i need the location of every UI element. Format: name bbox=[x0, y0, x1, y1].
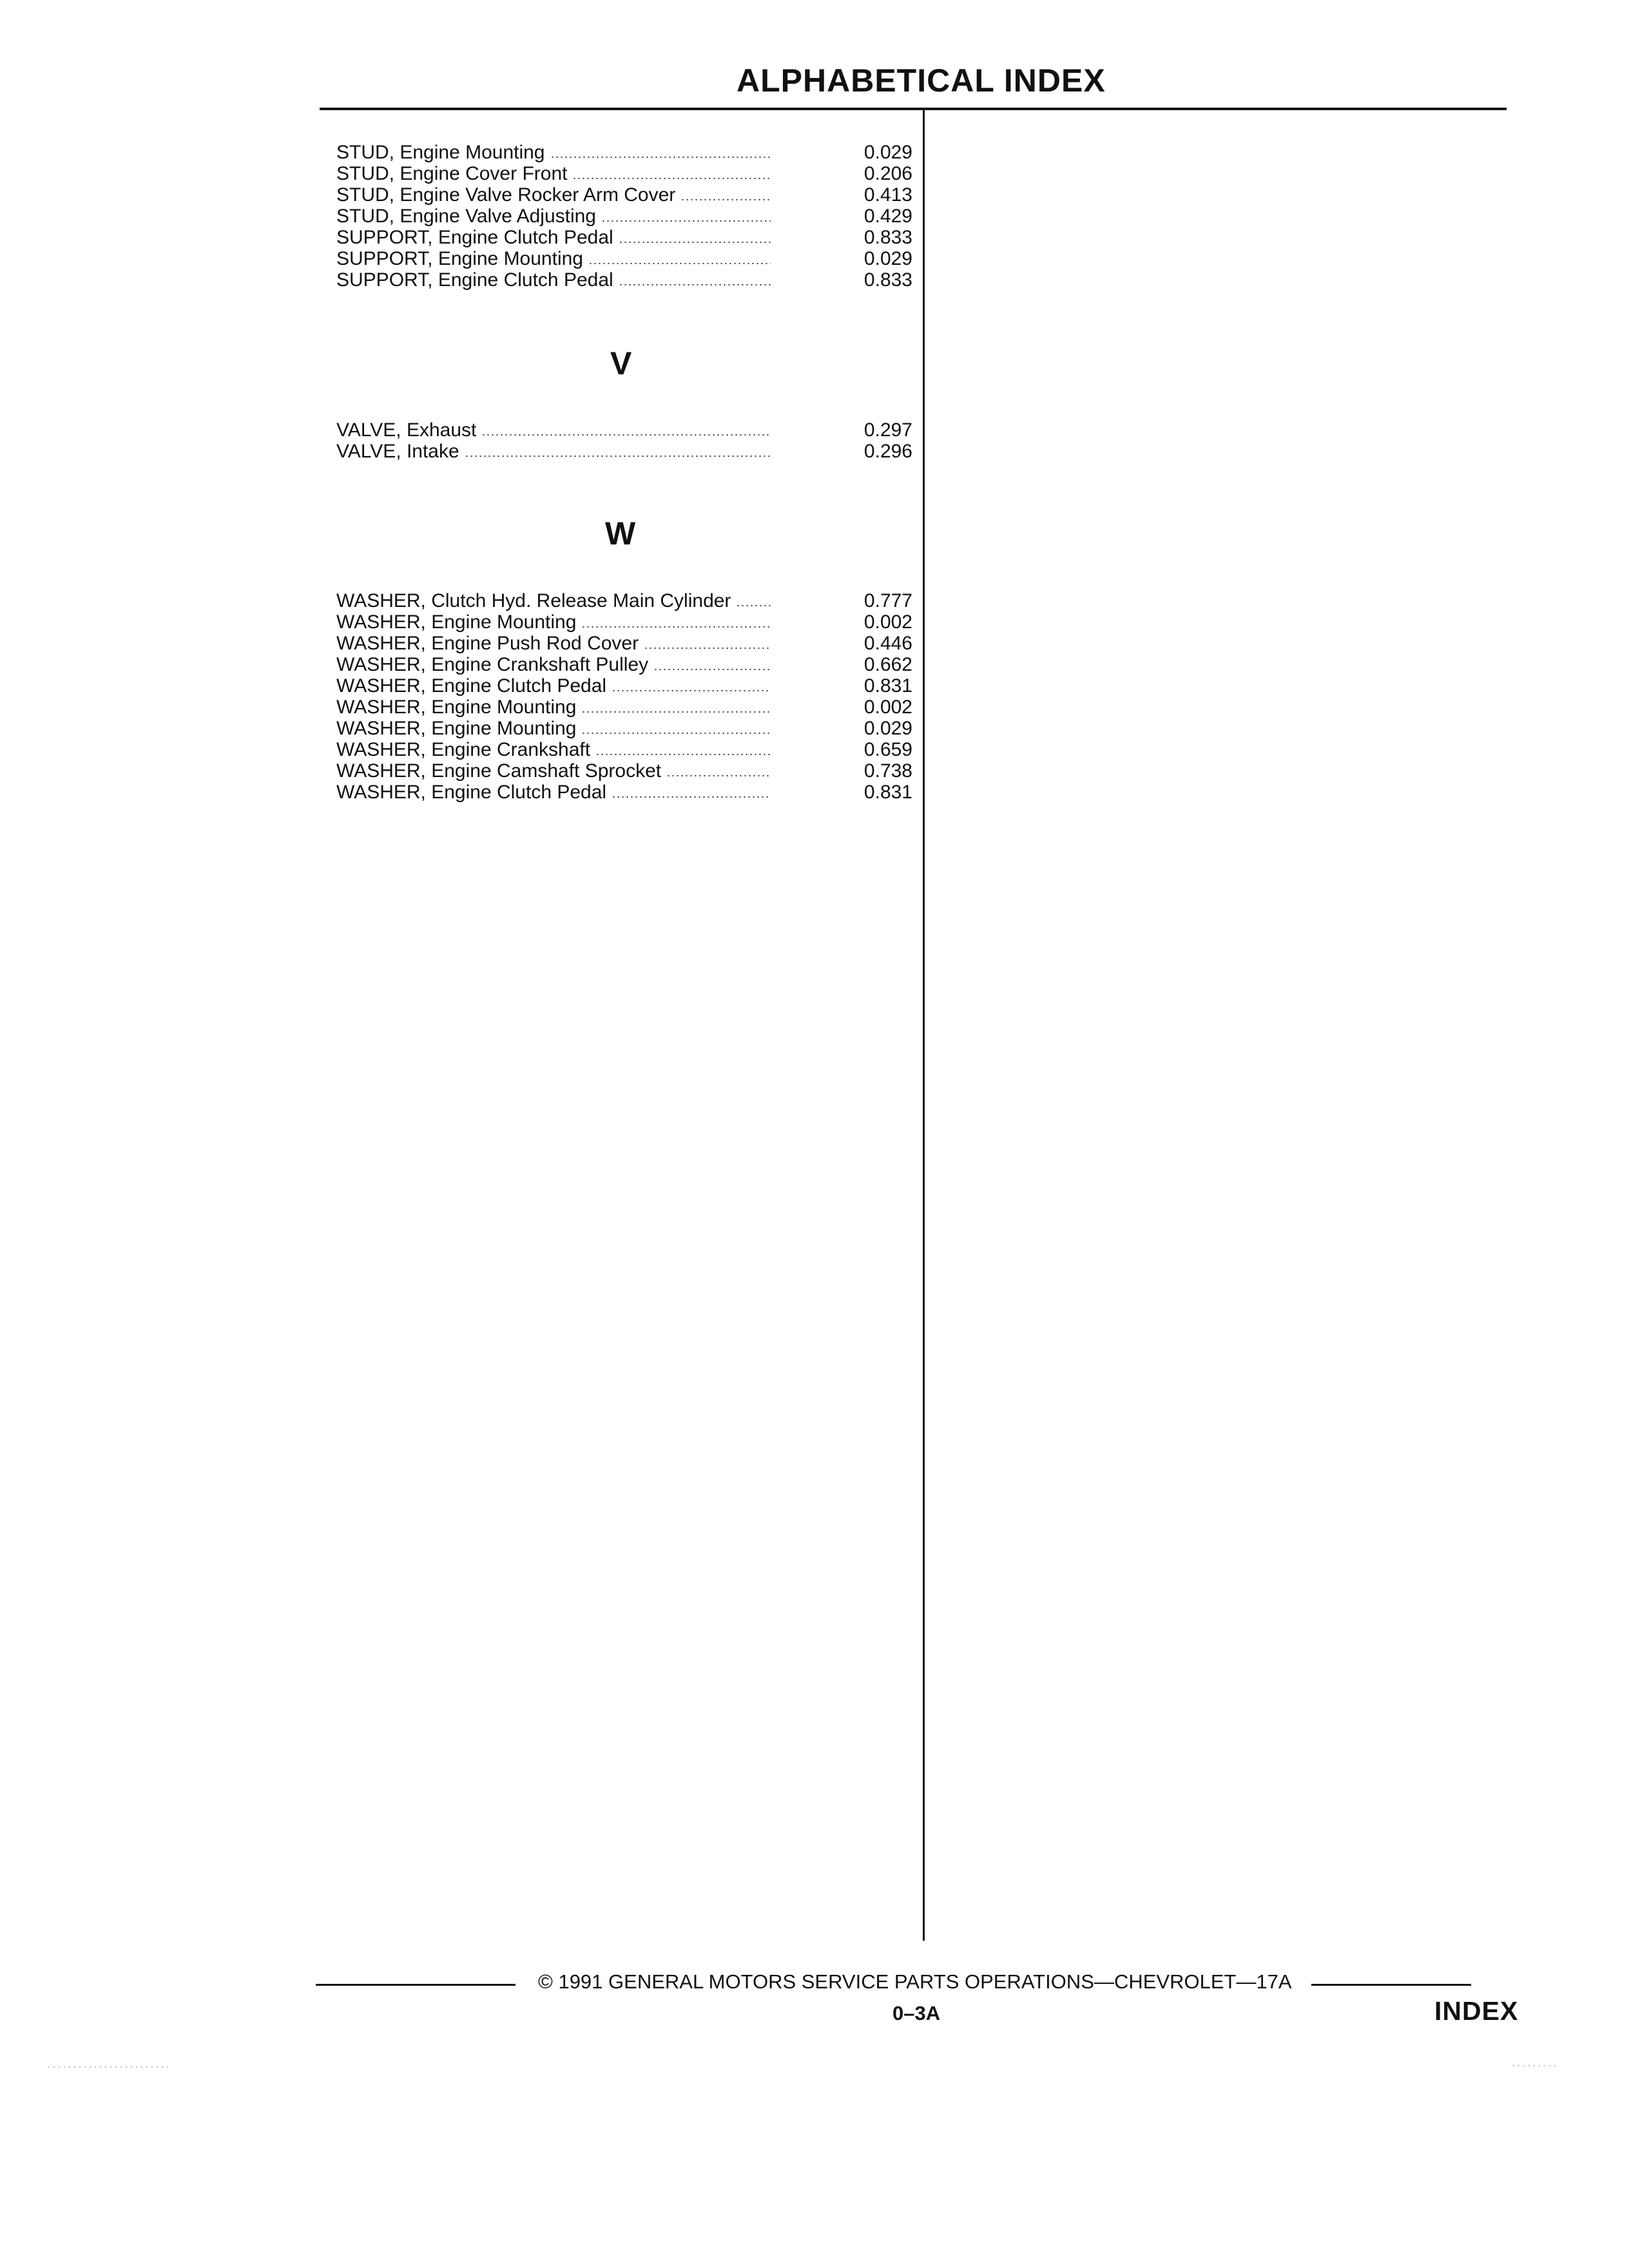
index-entry bbox=[336, 163, 912, 184]
index-entry-name: WASHER, Engine Crankshaft Pulley bbox=[336, 654, 649, 675]
index-entry-code: 0.296 bbox=[863, 441, 912, 462]
index-section-v bbox=[336, 419, 912, 462]
index-entry-name: STUD, Engine Valve Adjusting bbox=[336, 206, 596, 227]
index-entry-code: 0.297 bbox=[863, 419, 912, 441]
index-entry bbox=[336, 248, 912, 269]
index-entry-name: SUPPORT, Engine Clutch Pedal bbox=[336, 269, 613, 291]
copyright-line: © 1991 GENERAL MOTORS SERVICE PARTS OPERATIONS—CHEVROLET—17A bbox=[538, 1970, 1292, 1993]
index-entry bbox=[336, 184, 912, 206]
index-entry bbox=[336, 590, 912, 611]
index-entry bbox=[336, 206, 912, 227]
index-entry bbox=[336, 718, 912, 739]
index-entry-name: WASHER, Engine Crankshaft bbox=[336, 739, 591, 760]
dot-leader bbox=[572, 177, 771, 180]
dot-leader bbox=[619, 284, 771, 286]
index-entry bbox=[336, 633, 912, 654]
page-number: 0–3A bbox=[892, 2002, 941, 2024]
index-entry-name: WASHER, Engine Clutch Pedal bbox=[336, 675, 607, 697]
index-entry-name: SUPPORT, Engine Mounting bbox=[336, 248, 583, 269]
column-divider bbox=[923, 109, 925, 1941]
dot-leader bbox=[465, 455, 771, 457]
index-entry bbox=[336, 419, 912, 441]
index-entry-code: 0.002 bbox=[863, 611, 912, 633]
dot-leader bbox=[619, 241, 771, 244]
index-entry-code: 0.429 bbox=[863, 206, 912, 227]
section-letter-v: V bbox=[610, 345, 632, 381]
index-entry-code: 0.002 bbox=[863, 697, 912, 718]
index-entry-name: WASHER, Engine Camshaft Sprocket bbox=[336, 760, 662, 782]
index-entry bbox=[336, 739, 912, 760]
scan-artifact-right bbox=[1511, 2065, 1557, 2066]
index-entry-code: 0.777 bbox=[863, 590, 912, 611]
footer-rule-left bbox=[316, 1984, 516, 1986]
index-entry-code: 0.446 bbox=[863, 633, 912, 654]
section-label: INDEX bbox=[1434, 1996, 1519, 2026]
index-entry-code: 0.833 bbox=[863, 269, 912, 291]
section-letter-w: W bbox=[605, 515, 636, 552]
index-entry bbox=[336, 441, 912, 462]
index-entry-name: WASHER, Engine Clutch Pedal bbox=[336, 782, 607, 803]
dot-leader bbox=[736, 604, 771, 607]
dot-leader bbox=[644, 647, 771, 649]
index-entry-code: 0.029 bbox=[863, 248, 912, 269]
dot-leader bbox=[481, 434, 771, 436]
dot-leader bbox=[581, 626, 771, 628]
index-entry bbox=[336, 760, 912, 782]
index-entry-code: 0.831 bbox=[863, 675, 912, 697]
dot-leader bbox=[595, 753, 771, 756]
index-entry-code: 0.029 bbox=[863, 142, 912, 163]
index-entry-name: STUD, Engine Mounting bbox=[336, 142, 545, 163]
index-entry-code: 0.831 bbox=[863, 782, 912, 803]
dot-leader bbox=[601, 220, 771, 222]
footer-rule-right bbox=[1311, 1984, 1471, 1986]
index-entry-name: VALVE, Intake bbox=[336, 441, 459, 462]
index-entry bbox=[336, 142, 912, 163]
index-entry-name: STUD, Engine Cover Front bbox=[336, 163, 568, 184]
index-section-s bbox=[336, 142, 912, 291]
dot-leader bbox=[680, 198, 771, 201]
index-entry-code: 0.833 bbox=[863, 227, 912, 248]
dot-leader bbox=[653, 668, 771, 671]
index-entry-name: WASHER, Engine Push Rod Cover bbox=[336, 633, 639, 654]
index-entry bbox=[336, 654, 912, 675]
page-title: ALPHABETICAL INDEX bbox=[737, 62, 1106, 99]
dot-leader bbox=[588, 262, 771, 265]
index-entry-name: VALVE, Exhaust bbox=[336, 419, 477, 441]
index-entry-name: WASHER, Engine Mounting bbox=[336, 718, 577, 739]
index-entry-name: SUPPORT, Engine Clutch Pedal bbox=[336, 227, 613, 248]
dot-leader bbox=[612, 796, 771, 798]
index-entry-code: 0.206 bbox=[863, 163, 912, 184]
index-entry-name: WASHER, Engine Mounting bbox=[336, 697, 577, 718]
dot-leader bbox=[550, 156, 771, 159]
index-entry bbox=[336, 675, 912, 697]
index-entry-code: 0.659 bbox=[863, 739, 912, 760]
dot-leader bbox=[612, 689, 771, 692]
index-entry bbox=[336, 227, 912, 248]
index-entry-name: WASHER, Engine Mounting bbox=[336, 611, 577, 633]
index-entry-code: 0.738 bbox=[863, 760, 912, 782]
dot-leader bbox=[666, 774, 771, 777]
index-entry-name: WASHER, Clutch Hyd. Release Main Cylinder bbox=[336, 590, 731, 611]
dot-leader bbox=[581, 732, 771, 735]
dot-leader bbox=[581, 711, 771, 713]
index-entry-code: 0.029 bbox=[863, 718, 912, 739]
index-entry bbox=[336, 611, 912, 633]
title-rule bbox=[320, 108, 1507, 110]
index-entry-code: 0.662 bbox=[863, 654, 912, 675]
index-entry bbox=[336, 269, 912, 291]
index-section-w bbox=[336, 590, 912, 803]
index-entry bbox=[336, 697, 912, 718]
scan-artifact-left bbox=[46, 2066, 169, 2068]
index-entry bbox=[336, 782, 912, 803]
index-entry-name: STUD, Engine Valve Rocker Arm Cover bbox=[336, 184, 676, 206]
index-entry-code: 0.413 bbox=[863, 184, 912, 206]
